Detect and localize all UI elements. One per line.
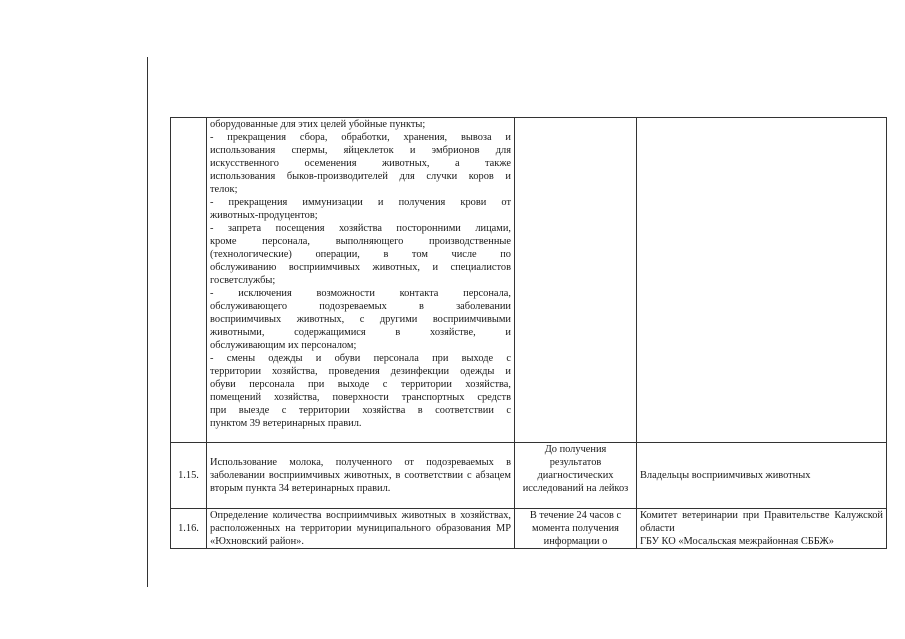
row-number-cell: 1.15. [171, 443, 207, 509]
measure-line: пунктом 39 ветеринарных правил. [210, 418, 362, 429]
measure-line: телок; [210, 184, 238, 195]
measure-line: - прекращения сбора, обработки, хранения, вывоза и [210, 132, 511, 143]
measures-table [170, 117, 887, 549]
measure-line: - запрета посещения хозяйства посторонними лицами, [210, 223, 511, 234]
measure-line: госветслужбы; [210, 275, 276, 286]
measure-line: использования быков-производителей для случки коров и [210, 171, 511, 182]
measure-cell: Определение количества восприимчивых животных в хозяйствах, расположенных на территории муниципального образования МР «Юхновский район». [207, 509, 515, 549]
measure-cell [207, 118, 515, 443]
measure-line: помещений хозяйства, поверхности транспортных средств [210, 392, 511, 403]
measure-line: обслуживающим их персоналом; [210, 340, 357, 351]
table-row [171, 118, 887, 443]
measure-line: (технологические) операции, в том числе по [210, 249, 511, 260]
measure-line: - исключения возможности контакта персонала, [210, 288, 511, 299]
responsible-line: ГБУ КО «Мосальская межрайонная СББЖ» [640, 536, 834, 547]
measure-line: при выезде с территории хозяйства в соответствии с [210, 405, 511, 416]
responsible-cell [637, 118, 887, 443]
measure-line: обслуживающего подозреваемых в заболевании [210, 301, 511, 312]
page-margin-line [147, 57, 148, 587]
measure-line: территории хозяйства, проведения дезинфекции одежды и [210, 366, 511, 377]
measure-cell: Использование молока, полученного от подозреваемых в заболевании восприимчивых животных, в соответствии с абзацем вторым пункта 34 ветеринарных правил. [207, 443, 515, 509]
measure-line: кроме персонала, выполняющего производственные [210, 236, 511, 247]
measure-line: оборудованные для этих целей убойные пункты; [210, 119, 426, 130]
term-cell: До получения результатов диагностических исследований на лейкоз [515, 443, 637, 509]
row-number-cell [171, 118, 207, 443]
responsible-cell: Владельцы восприимчивых животных [637, 443, 887, 509]
measure-line: животными, содержащимися в хозяйстве, и [210, 327, 511, 338]
measure-line: - прекращения иммунизации и получения крови от [210, 197, 511, 208]
measure-line: животных-продуцентов; [210, 210, 318, 221]
measure-line: обслуживанию восприимчивых животных, и специалистов [210, 262, 511, 273]
responsible-line: Комитет ветеринарии при Правительстве Калужской области [640, 510, 883, 534]
table-row [171, 509, 887, 549]
measure-line: искусственного осеменения животных, а также [210, 158, 511, 169]
row-number-cell: 1.16. [171, 509, 207, 549]
measure-line: использования спермы, яйцеклеток и эмбрионов для [210, 145, 511, 156]
measure-line: восприимчивых животных, с другими восприимчивыми [210, 314, 511, 325]
table-row [171, 443, 887, 509]
measure-line: - смены одежды и обуви персонала при выходе с [210, 353, 511, 364]
term-cell: В течение 24 часов с момента получения информации о [515, 509, 637, 549]
term-cell [515, 118, 637, 443]
responsible-cell [637, 509, 887, 549]
measure-line: обуви персонала при выходе с территории хозяйства, [210, 379, 511, 390]
